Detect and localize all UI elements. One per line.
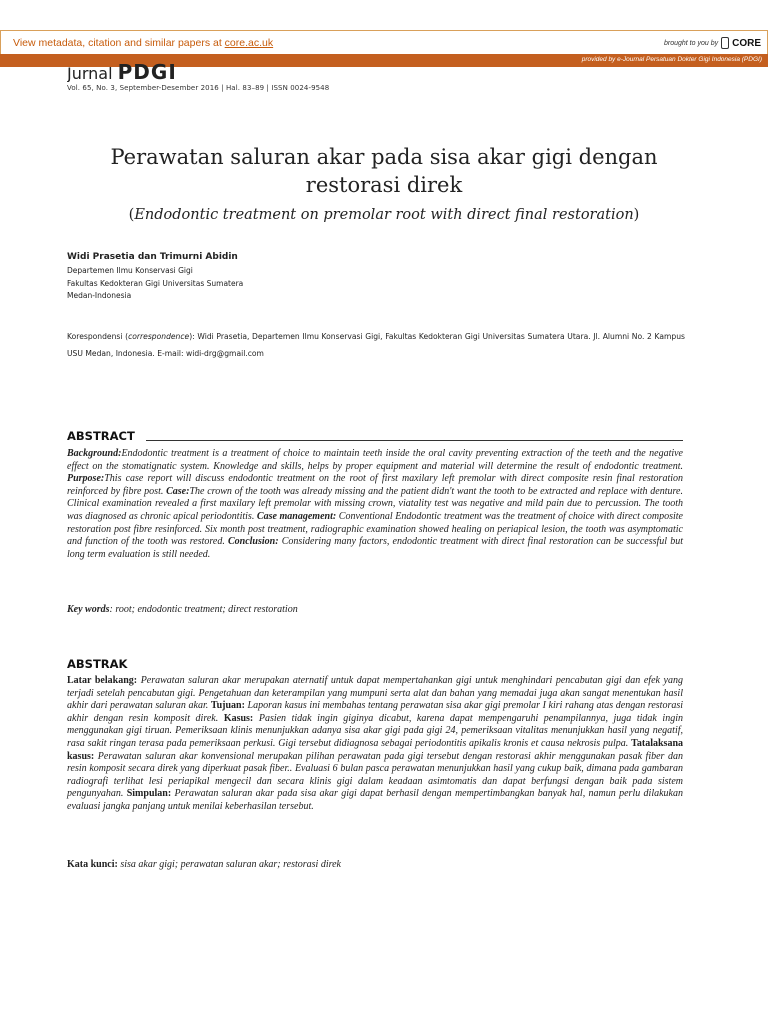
affiliation-line: Medan-Indonesia [67, 291, 132, 300]
core-logo[interactable]: CORE [732, 37, 761, 49]
core-metadata-link[interactable]: View metadata, citation and similar papers at core.ac.uk [13, 37, 274, 49]
article-title: Perawatan saluran akar pada sisa akar gigi dengan restorasi direk [110, 145, 658, 197]
affiliation-line: Fakultas Kedokteran Gigi Universitas Sumatera [67, 279, 244, 288]
journal-brand: PDGI [117, 62, 177, 82]
article-subtitle: (Endodontic treatment on premolar root with direct final restoration) [128, 207, 640, 223]
core-logo-icon [721, 37, 729, 49]
abstract-heading: ABSTRACT [67, 429, 135, 443]
correspondence: Korespondensi (correspondence): Widi Prasetia, Departemen Ilmu Konservasi Gigi, Fakultas Kedokteran Gigi Universitas Sumatera Utara. Jl. Alumni No. 2 Kampus USU Medan, Indonesia. E-mail: widi-drg@gmail.com [67, 332, 685, 358]
abstrak-heading: ABSTRAK [67, 657, 128, 671]
core-banner [0, 30, 768, 54]
affiliation-line: Departemen Ilmu Konservasi Gigi [67, 266, 193, 275]
journal-logo [67, 62, 177, 82]
brought-to-you-text: brought to you by [664, 39, 719, 47]
core-branding [664, 37, 761, 49]
abstract-divider [146, 440, 683, 441]
volume-info: Vol. 65, No. 3, September-Desember 2016 | Hal. 83–89 | ISSN 0024-9548 [67, 84, 330, 92]
core-link-text[interactable]: core.ac.uk [224, 37, 274, 49]
authors: Widi Prasetia dan Trimurni Abidin [67, 252, 238, 262]
abstract-body: Background:Endodontic treatment is a treatment of choice to maintain teeth inside the oral cavity preventing extraction of the teeth and the negative effect on the stomatignatic system. Knowledge and skills, helps by proper equipment and material will determine the result of endodontic treatment. Purpose:This case report will discuss endodontic treatment on the root of first maxilary left premolar with direct composite resin final restoration reinforced by fibre post. Case:The crown of the tooth was already missing and the patient didn't want the tooth to be extracted and replace with denture. Clinical examination revealed a first maxilary left premolar with missing crown, viatality test was negative and mild pain due to percussion. The tooth was diagnosed as chronic apical periodontitis. Case management: Conventional Endodontic treatment was the treatment of choice with direct composite restoration post fibre resinforced. Six month post treatment, radiographic examination showed healing on periapical lesion, the tooth was asymptomatic and function of the tooth was restored. Conclusion: Considering many factors, endodontic treatment with direct final restoration can be successful but long term evaluation is still needed. [67, 448, 683, 560]
abstrak-keywords: Kata kunci: sisa akar gigi; perawatan saluran akar; restorasi direk [67, 859, 341, 870]
journal-name: Jurnal [67, 64, 113, 82]
provided-by-text[interactable]: provided by e-Journal Persatuan Dokter Gigi Indonesia (PDGI) [581, 56, 762, 63]
abstrak-body: Latar belakang: Perawatan saluran akar merupakan aternatif untuk dapat mempertahankan gigi untuk menghindari pencabutan gigi dan efek yang terjadi setelah pencabutan gigi. Pengetahuan dan keterampilan yang mumpuni serta alat dan bahan yang memadai juga akan sangat menentukan hasil akhir dari perawatan saluran akar. Tujuan: Laporan kasus ini membahas tentang perawatan sisa akar gigi premolar I kiri rahang atas dengan restorasi akhir dengan resin komposit direk. Kasus: Pasien tidak ingin giginya dicabut, karena dapat mempengaruhi penampilannya, juga tidak ingin menggunakan gigi tiruan. Pemeriksaan klinis menunjukkan adanya sisa akar gigi pada gigi 24, pemeriksaan vitalitas menunjukkan hasil yang negatif, rasa sakit ringan terasa pada pemeriksaan perkusi. Gigi tersebut didiagnosa sebagai periodontitis apikalis kronis et causa nekrosis pulpa. Tatalaksana kasus: Perawatan saluran akar konvensional merupakan pilihan perawatan pada gigi tersebut dengan restorasi akhir menggunakan pasak fiber dan resin komposit secara direk yang diperkuat pasak fiber.. Evaluasi 6 bulan pasca perawatan menunjukkan hasil yang cukup baik, dimana pada gambaran radiografi terlihat lesi periapikal mengecil dan secara klinis gigi dalam keadaan asimtomatis dan dapat berfungsi dengan baik pada sistem pengunyahan. Simpulan: Perawatan saluran akar pada sisa akar gigi dapat berhasil dengan mempertimbangkan banyak hal, namun perlu dilakukan evaluasi jangka panjang untuk menilai keberhasilan tersebut. [67, 675, 684, 812]
abstract-keywords: Key words: root; endodontic treatment; direct restoration [67, 604, 298, 615]
